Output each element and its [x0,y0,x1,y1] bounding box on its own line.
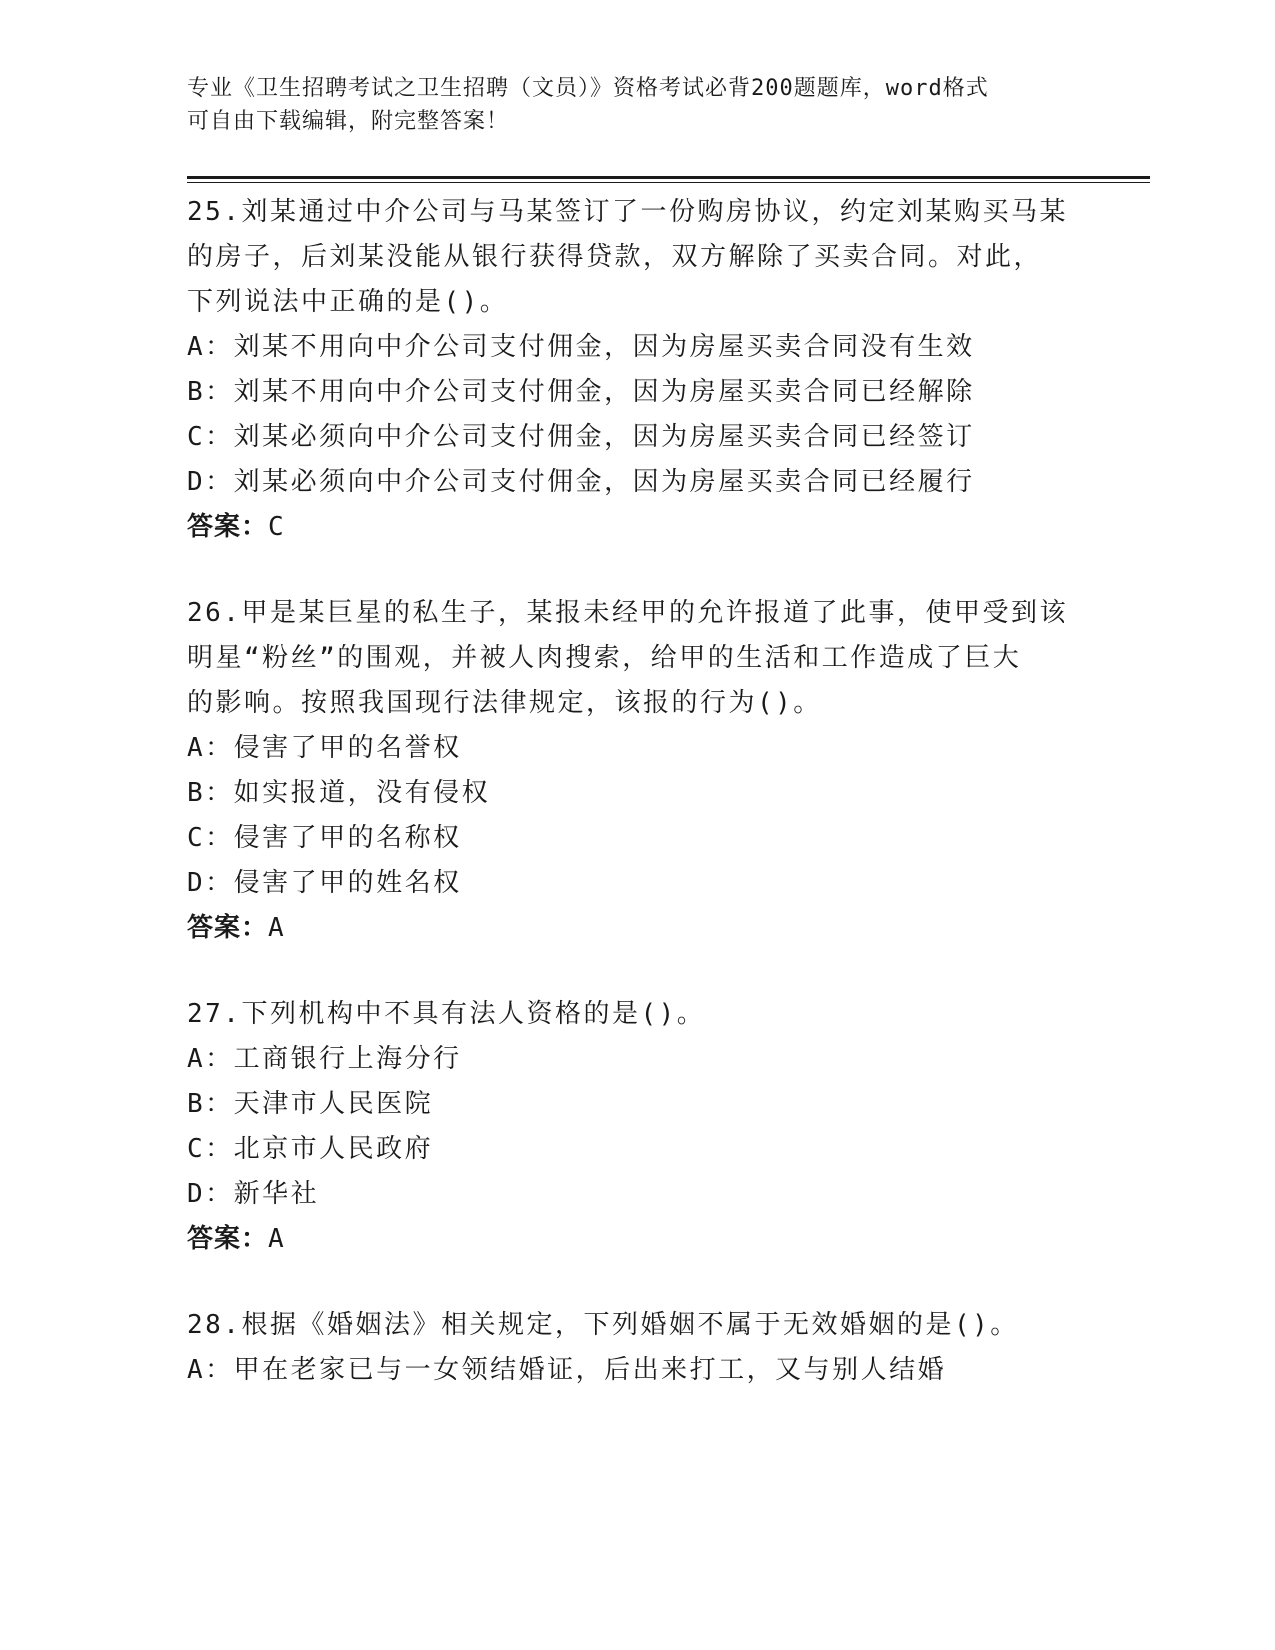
question-stem [187,992,1087,1037]
option-a: A：甲在老家已与一女领结婚证，后出来打工，又与别人结婚 [187,1355,947,1385]
header-line-2: 可自由下载编辑，附完整答案！ [187,109,510,134]
question-stem [187,1303,1087,1348]
option-c: C：刘某必须向中介公司支付佣金，因为房屋买卖合同已经签订 [187,422,975,452]
option-a: A：工商银行上海分行 [187,1044,462,1074]
stem-line: 的房子，后刘某没能从银行获得贷款，双方解除了买卖合同。对此， [187,242,1043,272]
answer-line [187,505,1087,550]
stem-line: 26.甲是某巨星的私生子，某报未经甲的允许报道了此事，使甲受到该 [187,598,1068,628]
header-divider-thin [187,182,1150,183]
option-b: B：刘某不用向中介公司支付佣金，因为房屋买卖合同已经解除 [187,377,975,407]
question-27 [187,992,1087,1262]
question-26 [187,591,1087,951]
stem-line: 明星“粉丝”的围观，并被人肉搜索，给甲的生活和工作造成了巨大 [187,643,1022,673]
answer-value: A [268,1224,285,1254]
stem-line: 25.刘某通过中介公司与马某签订了一份购房协议，约定刘某购买马某 [187,197,1068,227]
answer-label: 答案： [187,913,269,943]
question-25 [187,190,1087,550]
header-line-1: 专业《卫生招聘考试之卫生招聘（文员）》资格考试必背200题题库，word格式 [187,76,989,101]
answer-line [187,906,1087,951]
header-divider-thick [187,176,1150,179]
stem-line: 27.下列机构中不具有法人资格的是()。 [187,999,706,1029]
stem-line: 的影响。按照我国现行法律规定，该报的行为()。 [187,688,822,718]
document-header [187,72,1087,138]
answer-label: 答案： [187,512,269,542]
option-c: C：侵害了甲的名称权 [187,823,462,853]
question-stem [187,190,1087,325]
option-a: A：刘某不用向中介公司支付佣金，因为房屋买卖合同没有生效 [187,332,975,362]
question-stem [187,591,1087,726]
option-b: B：天津市人民医院 [187,1089,434,1119]
answer-label: 答案： [187,1224,269,1254]
answer-line [187,1217,1087,1262]
option-d: D：新华社 [187,1179,320,1209]
option-a: A：侵害了甲的名誉权 [187,733,462,763]
answer-value: A [268,913,285,943]
question-28 [187,1303,1087,1393]
option-d: D：侵害了甲的姓名权 [187,868,462,898]
stem-line: 下列说法中正确的是()。 [187,287,509,317]
stem-line: 28.根据《婚姻法》相关规定，下列婚姻不属于无效婚姻的是()。 [187,1310,1019,1340]
question-list [187,190,1087,1434]
answer-value: C [268,512,285,542]
option-b: B：如实报道，没有侵权 [187,778,491,808]
option-d: D：刘某必须向中介公司支付佣金，因为房屋买卖合同已经履行 [187,467,975,497]
option-c: C：北京市人民政府 [187,1134,434,1164]
